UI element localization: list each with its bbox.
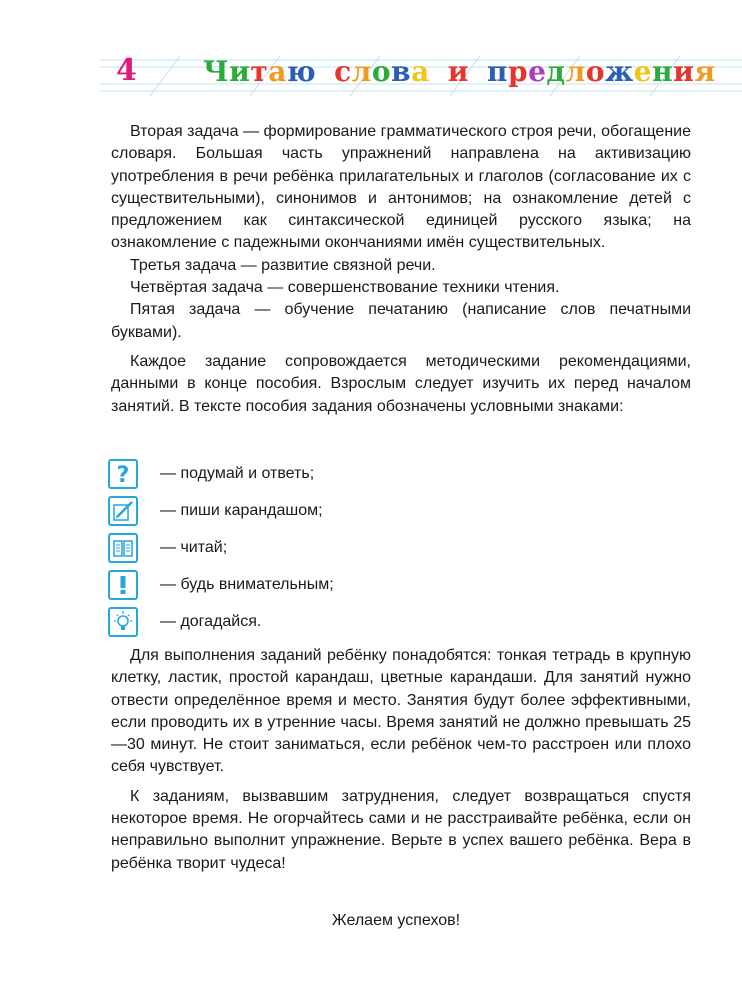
page-header — [0, 0, 742, 110]
legend-item-read — [108, 532, 508, 563]
svg-text:?: ? — [116, 462, 130, 486]
title-letter: о — [371, 55, 392, 88]
lightbulb-icon — [108, 607, 138, 637]
title-letter: с — [334, 55, 352, 88]
title-letter: л — [565, 55, 586, 88]
legend-text: — будь внимательным; — [160, 575, 334, 593]
legend-text: — читай; — [160, 538, 228, 556]
title-letter: ю — [286, 55, 317, 88]
legend-item-write — [108, 495, 508, 526]
paragraph: Каждое задание сопровождается методическими рекомендациями, данными в конце пособия. Взрослым следует изучить их перед началом занятий. В тексте пособия задания обозначены условными знаками: — [111, 352, 691, 415]
title-word — [203, 55, 316, 88]
question-icon — [108, 459, 138, 489]
title-letter: ж — [605, 55, 634, 88]
title-letter: а — [411, 55, 430, 88]
title-letter: и — [673, 55, 695, 88]
title-letter: п — [487, 55, 508, 88]
instructions-text — [111, 645, 691, 875]
title-letter: и — [447, 55, 469, 88]
title-letter: о — [585, 55, 606, 88]
exclamation-icon — [108, 570, 138, 600]
paragraph: Третья задача — развитие связной речи. — [130, 256, 436, 274]
legend-item-guess — [108, 606, 508, 637]
title-word — [334, 55, 430, 88]
closing-wish: Желаем успехов! — [331, 912, 461, 929]
title-letter: Ч — [203, 55, 230, 88]
title-letter: е — [528, 55, 547, 88]
title-letter: е — [633, 55, 653, 88]
paragraph: Вторая задача — формирование грамматического строя речи, обогащение словаря. Большая часть упражнений направлена на активизацию употребления в речи ребёнка прилагательных и глаголов (согласование их с существительными), синонимов и антонимов; на ознакомление детей с предложением как синтаксической единицей русского языка; на ознакомление с падежными окончаниями имён существительных. — [111, 123, 691, 252]
page-number: 4 — [116, 53, 137, 88]
title-letter: р — [508, 55, 529, 88]
title-word — [448, 55, 469, 88]
legend-item-attention — [108, 569, 508, 600]
paragraph: Для выполнения заданий ребёнку понадобятся: тонкая тетрадь в крупную клетку, ластик, простой карандаш, цветные карандаши. Для занятий нужно отвести определённое время и место. Занятия будут более эффективными, если проводить их в утренние часы. Время занятий не должно превышать 25—30 минут. Не стоит заниматься, если ребёнок чем-то расстроен или плохо себя чувствует. — [111, 647, 691, 776]
title-letter: л — [351, 55, 372, 88]
symbols-legend — [108, 458, 508, 643]
intro-text — [111, 121, 691, 418]
pencil-icon — [108, 496, 138, 526]
paragraph: Пятая задача — обучение печатанию (написание слов печатными буквами). — [111, 301, 691, 341]
legend-item-think — [108, 458, 508, 489]
title-word — [487, 55, 716, 88]
title-letter: т — [250, 55, 269, 88]
title-letter: а — [268, 55, 287, 88]
title-letter: я — [694, 55, 716, 88]
book-icon — [108, 533, 138, 563]
legend-text: — пиши карандашом; — [160, 501, 323, 519]
title-letter: д — [546, 55, 566, 88]
paragraph: К заданиям, вызвавшим затруднения, следует возвращаться спустя некоторое время. Не огорчайтесь сами и не расстраивайте ребёнка, если он неправильно выполнит упражнение. Верьте в успех вашего ребёнка. Вера в ребёнка творит чудеса! — [111, 787, 691, 872]
page-title — [203, 55, 716, 88]
title-letter: и — [229, 55, 251, 88]
title-letter: н — [652, 55, 674, 88]
paragraph: Четвёртая задача — совершенствование техники чтения. — [130, 279, 560, 297]
title-letter: в — [391, 55, 412, 88]
legend-text: — подумай и ответь; — [160, 464, 315, 482]
legend-text: — догадайся. — [160, 612, 262, 630]
